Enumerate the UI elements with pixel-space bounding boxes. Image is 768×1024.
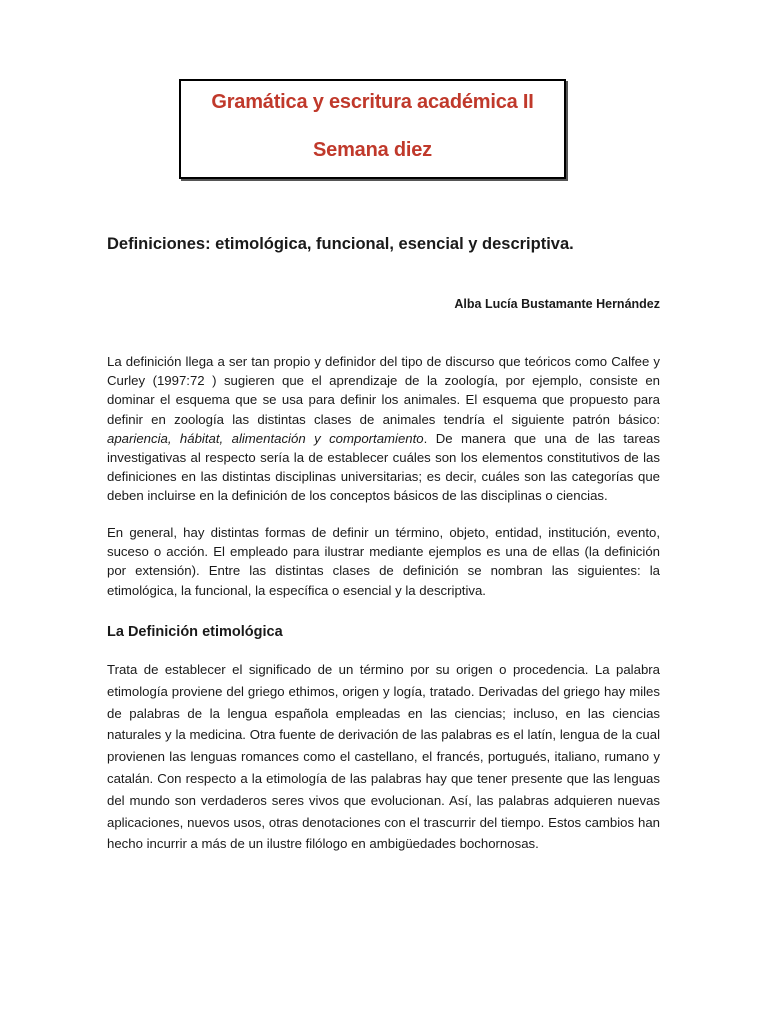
title-box [179, 79, 566, 179]
paragraph-intro [107, 352, 660, 506]
paragraph-etymology: Trata de establecer el significado de un término por su origen o procedencia. La palabra etimología proviene del griego ethimos, origen y logía, tratado. Derivadas del griego hay miles de palabras de la lengua española empleadas en las ciencias; incluso, en las ciencias naturales y la medicina. Otra fuente de derivación de las palabras es el latín, lengua de la cual provienen las lenguas romances como el castellano, el francés, portugués, italiano, rumano y catalán. Con respecto a la etimología de las palabras hay que tener presente que las lenguas del mundo son verdaderos seres vivos que evolucionan. Así, las palabras adquieren nuevas aplicaciones, nuevos usos, otras denotaciones con el trascurrir del tiempo. Estos cambios han hecho incurrir a más de un ilustre filólogo en ambigüedades bochornosas. [107, 662, 660, 852]
paragraph-general: En general, hay distintas formas de definir un término, objeto, entidad, institución, evento, suceso o acción. El empleado para ilustrar mediante ejemplos es una de ellas (la definición por extensión). Entre las distintas clases de definición se nombran las siguientes: la etimológica, la funcional, la específica o esencial y la descriptiva. [107, 525, 660, 598]
paragraph-intro-italic: apariencia, hábitat, alimentación y comportamiento [107, 430, 424, 446]
author-name: Alba Lucía Bustamante Hernández [454, 297, 660, 311]
paragraph-intro-text-end: . De manera que una de las tareas investigativas al respecto sería la de establecer cuáles son los elementos constitutivos de las definiciones en las distintas disciplinas universitarias; es decir, cuáles son las categorías que deben incluirse en la definición de los conceptos básicos de las disciplinas o ciencias. [107, 430, 660, 504]
document-subtitle: Semana diez [313, 139, 432, 161]
paragraph-intro-text-start: La definición llega a ser tan propio y definidor del tipo de discurso que teóricos como Calfee y Curley (1997:72 ) sugieren que el aprendizaje de la zoología, por ejemplo, consiste en dominar el esquema que se usa para definir los animales. El esquema que propuesto para definir en zoología las distintas clases de animales tendría el siguiente patrón básico: [107, 354, 660, 427]
main-heading: Definiciones: etimológica, funcional, esencial y descriptiva. [107, 235, 574, 253]
section-heading: La Definición etimológica [107, 624, 283, 640]
document-title: Gramática y escritura académica II [211, 91, 534, 113]
